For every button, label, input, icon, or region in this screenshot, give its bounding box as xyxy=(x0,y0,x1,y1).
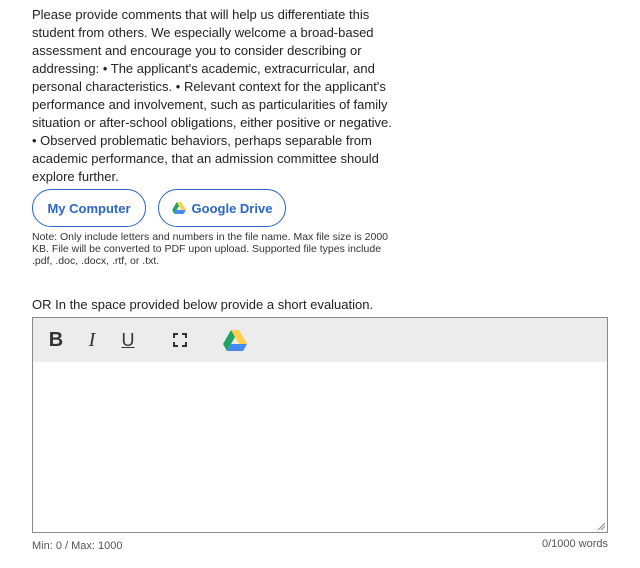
upload-note: Note: Only include letters and numbers in the file name. Max file size is 2000 KB. File will be converted to PDF upon upload. Supported file types include .pdf, .doc, .docx, .rtf, or .txt. xyxy=(32,231,389,267)
evaluation-textarea[interactable] xyxy=(33,362,607,532)
my-computer-button[interactable] xyxy=(32,189,146,227)
my-computer-label: My Computer xyxy=(47,200,131,216)
google-drive-insert-button[interactable] xyxy=(221,318,249,362)
google-drive-label: Google Drive xyxy=(191,200,273,216)
italic-button[interactable]: I xyxy=(88,328,96,351)
evaluation-editor xyxy=(32,317,608,533)
evaluation-prompt: OR In the space provided below provide a short evaluation. xyxy=(32,297,374,312)
fullscreen-button[interactable] xyxy=(169,318,191,362)
resize-handle-icon[interactable] xyxy=(597,522,605,530)
editor-toolbar xyxy=(33,318,607,363)
google-drive-icon xyxy=(172,202,186,214)
word-count: 0/1000 words xyxy=(541,538,608,550)
min-max-label: Min: 0 / Max: 1000 xyxy=(32,540,123,552)
upload-options xyxy=(32,189,286,227)
google-drive-icon xyxy=(223,330,247,351)
bold-button[interactable]: B xyxy=(48,328,64,351)
google-drive-button[interactable] xyxy=(158,189,286,227)
underline-button[interactable]: U xyxy=(121,329,135,350)
fullscreen-icon xyxy=(173,333,187,347)
instructions-text: Please provide comments that will help us differentiate this student from others. We especially welcome a broad-based assessment and encourage you to consider describing or addressing: • The applicant's academic, extracurricular, and personal characteristics. • Relevant context for the applicant's performance and involvement, such as particularities of family situation or after-school obligations, either positive or negative. • Observed problematic behaviors, perhaps separable from academic performance, that an admission committee should explore further. xyxy=(32,7,392,184)
